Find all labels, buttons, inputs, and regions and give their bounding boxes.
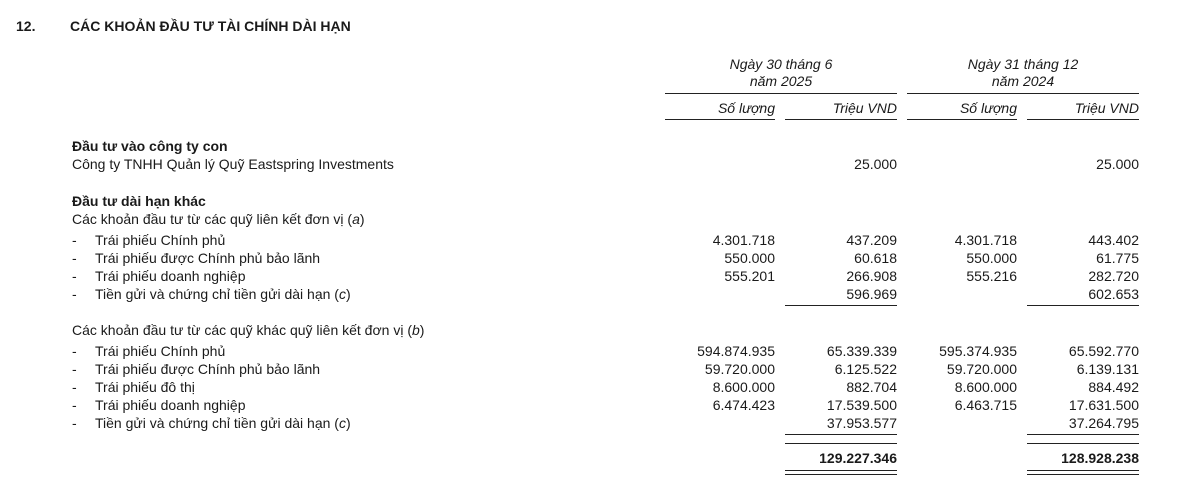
qty-2025: 6.474.423 xyxy=(712,397,775,413)
row-label: Trái phiếu doanh nghiệp xyxy=(95,397,246,413)
row-dash: - xyxy=(72,397,77,413)
period-header-2024-line1: Ngày 31 tháng 12 xyxy=(967,56,1079,72)
qty-2025: 594.874.935 xyxy=(697,343,775,359)
value-2025: 25.000 xyxy=(854,156,897,172)
row-dash: - xyxy=(72,250,77,266)
total-double-underline xyxy=(1027,470,1139,475)
row-dash: - xyxy=(72,286,77,302)
value-2025: 6.125.522 xyxy=(834,361,897,377)
qty-2025: 555.201 xyxy=(724,268,775,284)
row-label: Trái phiếu Chính phủ xyxy=(95,343,226,359)
qty-2024: 59.720.000 xyxy=(946,361,1017,377)
value-2025: 437.209 xyxy=(846,232,897,248)
value-2025: 17.539.500 xyxy=(826,397,897,413)
row-dash: - xyxy=(72,232,77,248)
row-dash: - xyxy=(72,415,77,431)
total-double-underline xyxy=(785,470,897,475)
period-header-2025-line1: Ngày 30 tháng 6 xyxy=(729,56,833,72)
subgroup-title-non-linked: Các khoản đầu tư từ các quỹ khác quỹ liên kết đơn vị (b) xyxy=(72,322,425,338)
col-underline xyxy=(665,119,775,120)
value-2025: 37.953.577 xyxy=(826,415,897,431)
total-top-line xyxy=(1027,443,1139,444)
subtotal-line xyxy=(785,305,897,306)
col-header-qty-2024: Số lượng xyxy=(959,100,1017,116)
period-underline-2025 xyxy=(665,93,897,94)
col-header-value-2024: Triệu VND xyxy=(1074,100,1139,116)
value-2024: 6.139.131 xyxy=(1076,361,1139,377)
row-label: Trái phiếu doanh nghiệp xyxy=(95,268,246,284)
col-header-qty-2025: Số lượng xyxy=(717,100,775,116)
period-underline-2024 xyxy=(907,93,1139,94)
qty-2024: 4.301.718 xyxy=(954,232,1017,248)
qty-2024: 595.374.935 xyxy=(939,343,1017,359)
subgroup-title-unit-linked: Các khoản đầu tư từ các quỹ liên kết đơn vị (a) xyxy=(72,211,365,227)
row-label: Trái phiếu được Chính phủ bảo lãnh xyxy=(95,361,321,377)
row-label: Trái phiếu đô thị xyxy=(95,379,195,395)
col-underline xyxy=(1027,119,1139,120)
row-dash: - xyxy=(72,361,77,377)
value-2024: 65.592.770 xyxy=(1068,343,1139,359)
period-header-2024 xyxy=(907,56,1139,90)
value-2025: 65.339.339 xyxy=(826,343,897,359)
value-2024: 25.000 xyxy=(1096,156,1139,172)
total-2024: 128.928.238 xyxy=(1061,450,1139,466)
value-2025: 60.618 xyxy=(854,250,897,266)
period-header-2025-line2: năm 2025 xyxy=(749,73,813,89)
qty-2024: 8.600.000 xyxy=(954,379,1017,395)
total-2025: 129.227.346 xyxy=(819,450,897,466)
value-2024: 17.631.500 xyxy=(1068,397,1139,413)
value-2024: 282.720 xyxy=(1088,268,1139,284)
value-2025: 882.704 xyxy=(846,379,897,395)
value-2024: 443.402 xyxy=(1088,232,1139,248)
row-label-subsidiary: Công ty TNHH Quản lý Quỹ Eastspring Investments xyxy=(72,156,394,172)
value-2024: 61.775 xyxy=(1096,250,1139,266)
value-2024: 602.653 xyxy=(1088,286,1139,302)
col-underline xyxy=(907,119,1017,120)
subtotal-line xyxy=(785,434,897,435)
col-underline xyxy=(785,119,897,120)
value-2024: 37.264.795 xyxy=(1068,415,1139,431)
qty-2024: 555.216 xyxy=(966,268,1017,284)
row-label: Tiền gửi và chứng chỉ tiền gửi dài hạn (c) xyxy=(95,286,351,302)
subtotal-line xyxy=(1027,434,1139,435)
value-2025: 266.908 xyxy=(846,268,897,284)
value-2024: 884.492 xyxy=(1088,379,1139,395)
qty-2024: 550.000 xyxy=(966,250,1017,266)
qty-2025: 550.000 xyxy=(724,250,775,266)
period-header-2024-line2: năm 2024 xyxy=(991,73,1055,89)
qty-2024: 6.463.715 xyxy=(954,397,1017,413)
row-dash: - xyxy=(72,379,77,395)
value-2025: 596.969 xyxy=(846,286,897,302)
table-row xyxy=(72,232,77,248)
group-title-subsidiary: Đầu tư vào công ty con xyxy=(72,138,228,154)
subtotal-line xyxy=(1027,305,1139,306)
row-label: Tiền gửi và chứng chỉ tiền gửi dài hạn (c) xyxy=(95,415,351,431)
section-number: 12. xyxy=(16,18,36,34)
row-label: Trái phiếu Chính phủ xyxy=(95,232,226,248)
group-title-other: Đầu tư dài hạn khác xyxy=(72,193,206,209)
row-label: Trái phiếu được Chính phủ bảo lãnh xyxy=(95,250,321,266)
qty-2025: 4.301.718 xyxy=(712,232,775,248)
col-header-value-2025: Triệu VND xyxy=(832,100,897,116)
section-title: CÁC KHOẢN ĐẦU TƯ TÀI CHÍNH DÀI HẠN xyxy=(70,18,351,34)
qty-2025: 59.720.000 xyxy=(704,361,775,377)
row-dash: - xyxy=(72,343,77,359)
total-top-line xyxy=(785,443,897,444)
row-dash: - xyxy=(72,268,77,284)
qty-2025: 8.600.000 xyxy=(712,379,775,395)
period-header-2025 xyxy=(665,56,897,90)
